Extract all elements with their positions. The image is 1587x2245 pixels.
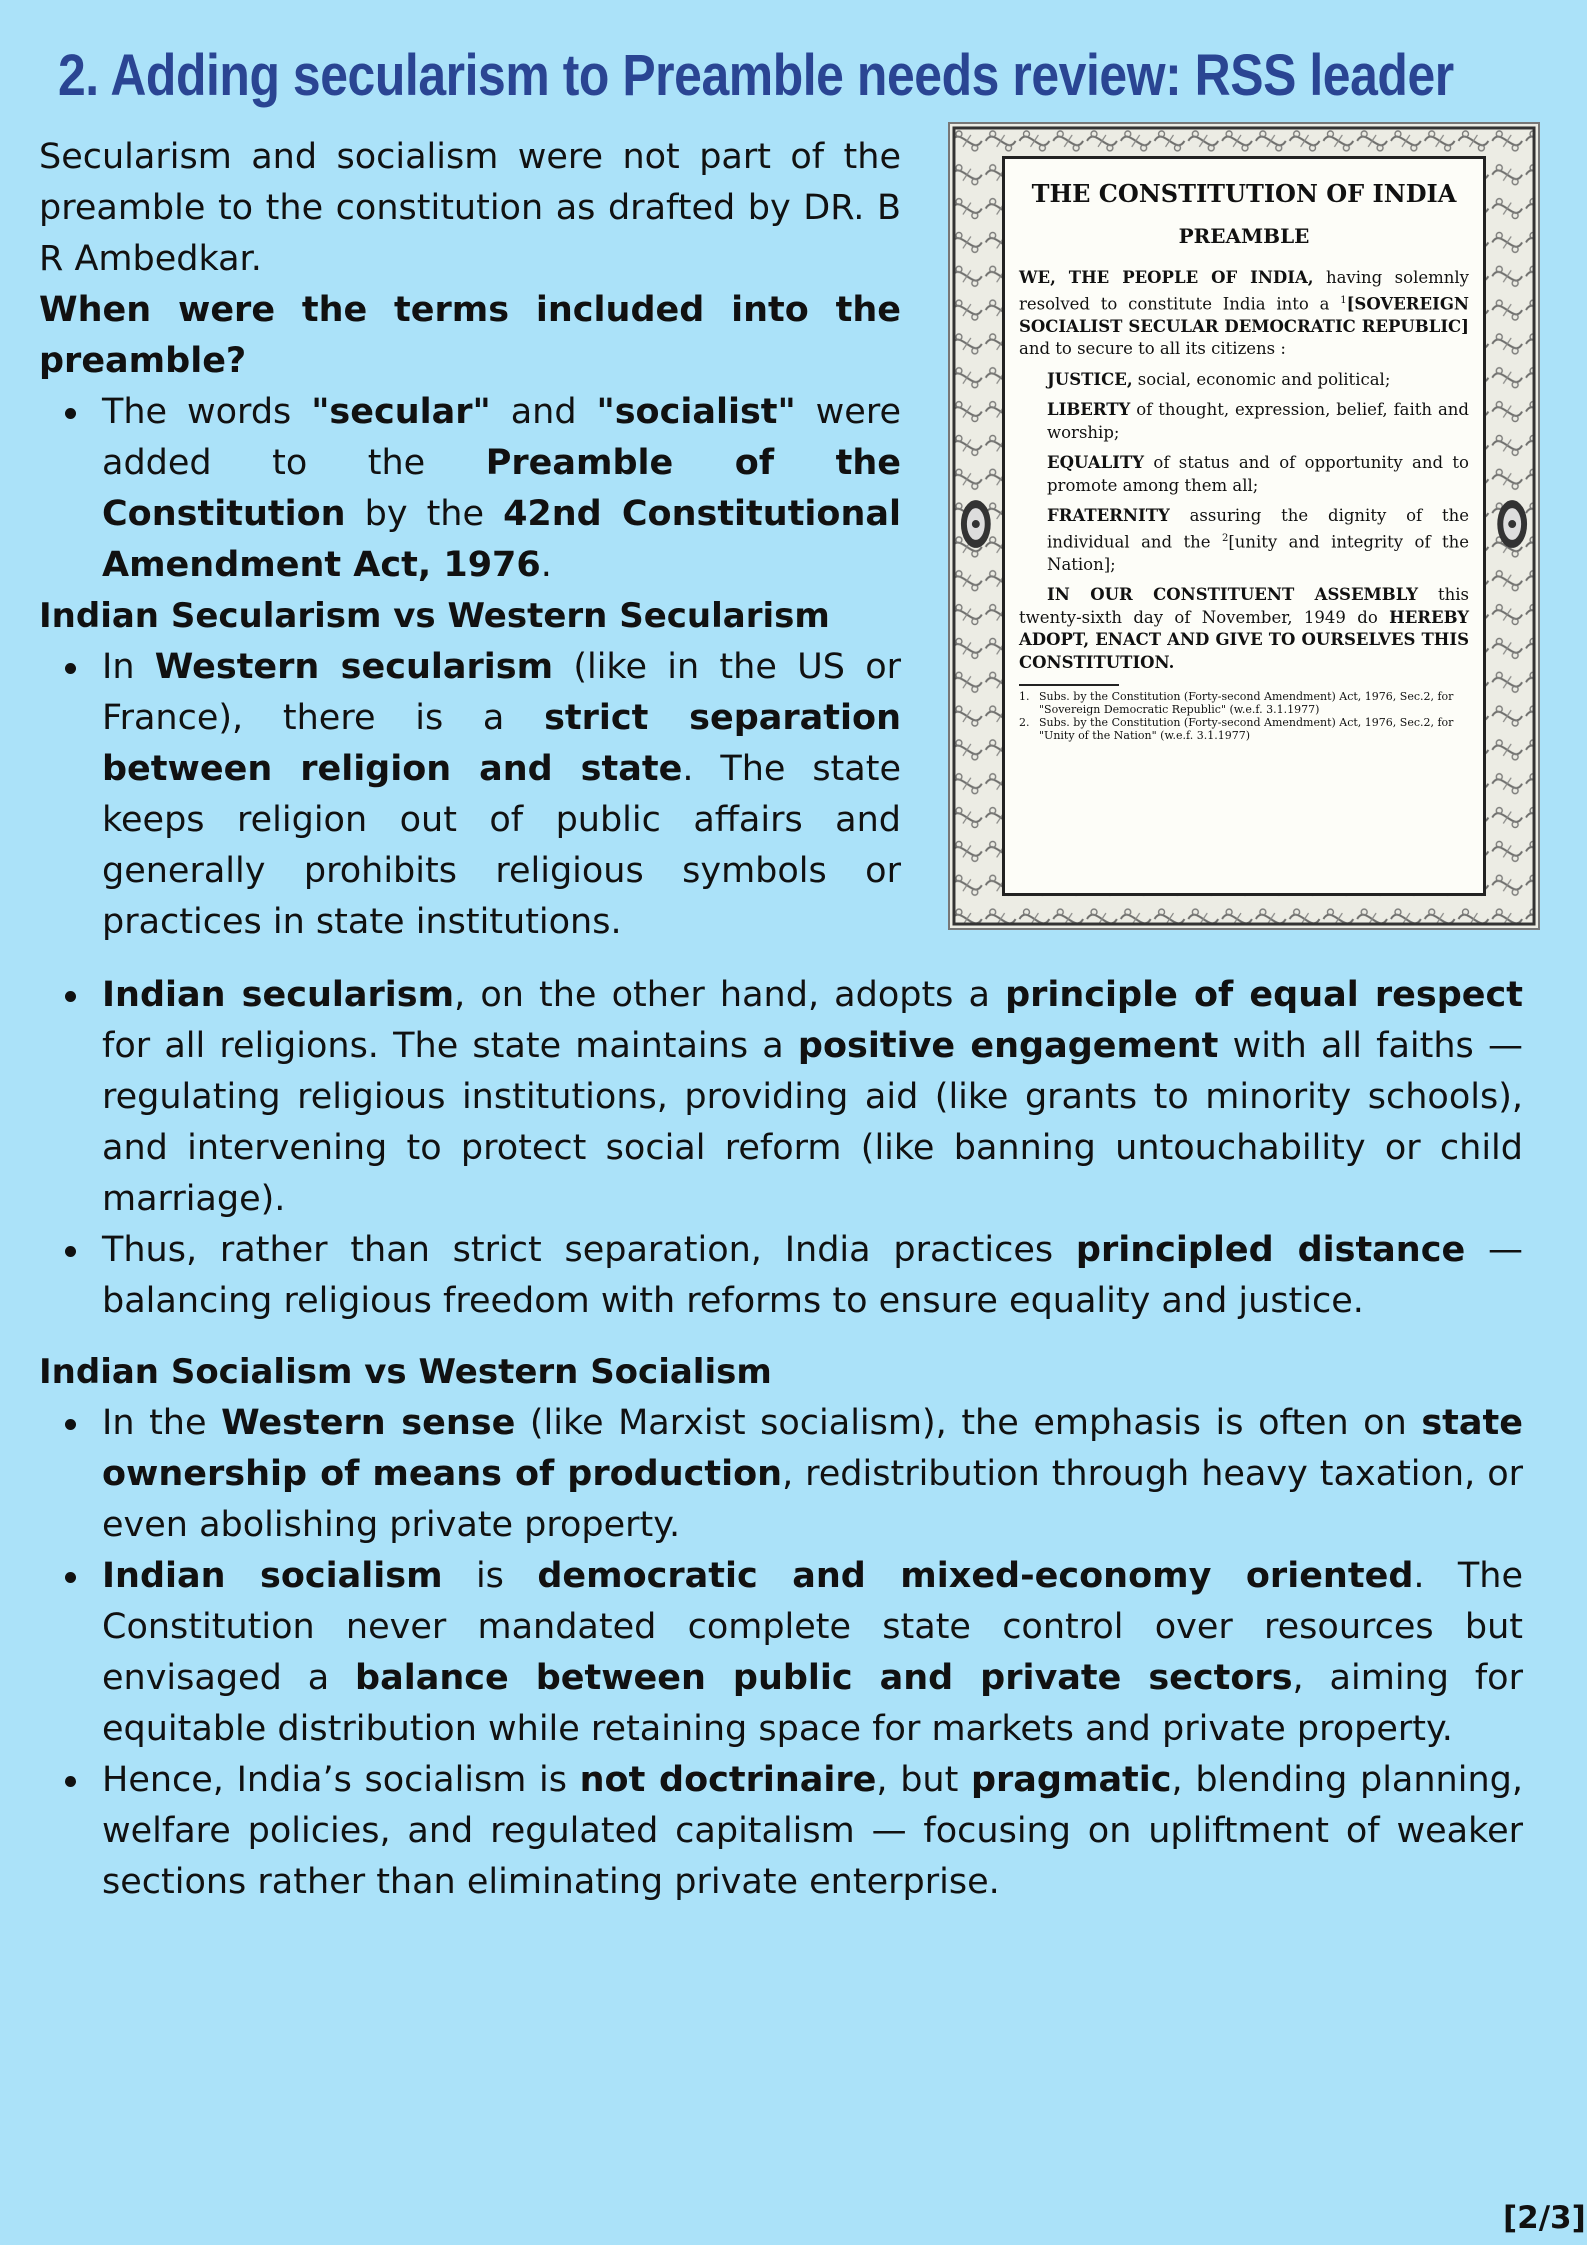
preamble-opening: WE, THE PEOPLE OF INDIA, having solemnly resolved to constitute India into a $^1$[SOVEREIGN SOCIALIST SECULAR DEMOCRATIC REPUBLIC] and to secure to all its citizens :	[1019, 268, 1469, 358]
preamble-liberty: LIBERTY of thought, expression, belief, faith and worship;	[1047, 400, 1469, 442]
footnote-divider	[1019, 684, 1119, 686]
socialism-heading: Indian Socialism vs Western Socialism	[39, 1352, 772, 1392]
secularism-list	[39, 642, 901, 948]
full-width-text	[39, 970, 1523, 1908]
list-item: Thus, rather than strict separation, India practices principled distance — balancing religious freedom with reforms to ensure equality and justice.	[102, 1225, 1523, 1327]
preamble-equality: EQUALITY of status and of opportunity and to promote among them all;	[1047, 453, 1469, 495]
page-number: [2/3]	[1503, 2200, 1586, 2236]
list-item: The words "secular" and "socialist" were added to the Preamble of the Constitution by the 42nd Constitutional Amendment Act, 1976.	[102, 387, 901, 591]
secularism-heading: Indian Secularism vs Western Secularism	[39, 596, 830, 636]
ashoka-chakra-left-icon	[961, 500, 991, 548]
preamble-title: THE CONSTITUTION OF INDIA	[1031, 179, 1457, 208]
preamble-fraternity: FRATERNITY assuring the dignity of the individual and the $^2$[unity and integrity of the Nation];	[1047, 506, 1469, 574]
socialism-list	[39, 1398, 1523, 1908]
left-text-column	[39, 132, 901, 948]
preamble-image	[948, 122, 1540, 930]
ashoka-chakra-right-icon	[1497, 500, 1527, 548]
list-item: In Western secularism (like in the US or France), there is a strict separation between religion and state. The state keeps religion out of public affairs and generally prohibits religious symbols or practices in state institutions.	[102, 642, 901, 948]
secularism-list-continued	[39, 970, 1523, 1327]
list-item: Hence, India’s socialism is not doctrinaire, but pragmatic, blending planning, welfare policies, and regulated capitalism — focusing on upliftment of weaker sections rather than eliminating private enterprise.	[102, 1755, 1523, 1908]
page-title: 2. Adding secularism to Preamble needs review: RSS leader	[58, 43, 1454, 108]
intro-paragraph: Secularism and socialism were not part of the preamble to the constitution as drafted by DR. B R Ambedkar.	[39, 137, 901, 279]
list-item: Indian secularism, on the other hand, adopts a principle of equal respect for all religions. The state maintains a positive engagement with all faiths — regulating religious institutions, providing aid (like grants to minority schools), and intervening to protect social reform (like banning untouchability or child marriage).	[102, 970, 1523, 1225]
list-item: Indian socialism is democratic and mixed-economy oriented. The Constitution never mandated complete state control over resources but envisaged a balance between public and private sectors, aiming for equitable distribution while retaining space for markets and private property.	[102, 1551, 1523, 1755]
question-heading: When were the terms included into the preamble?	[39, 290, 901, 381]
footnote-2: 2. Subs. by the Constitution (Forty-second Amendment) Act, 1976, Sec.2, for "Unity of the Nation" (w.e.f. 3.1.1977)	[1019, 716, 1454, 742]
preamble-assembly: IN OUR CONSTITUENT ASSEMBLY this twenty-sixth day of November, 1949 do HEREBY ADOPT, ENACT AND GIVE TO OURSELVES THIS CONSTITUTION.	[1019, 585, 1469, 672]
preamble-text-frame	[1002, 156, 1486, 896]
amendment-list	[39, 387, 901, 591]
preamble-subtitle: PREAMBLE	[1178, 224, 1310, 248]
preamble-justice: JUSTICE, social, economic and political;	[1047, 369, 1391, 389]
footnote-1: 1. Subs. by the Constitution (Forty-second Amendment) Act, 1976, Sec.2, for "Sovereign Democratic Republic" (w.e.f. 3.1.1977)	[1019, 690, 1454, 716]
list-item: In the Western sense (like Marxist socialism), the emphasis is often on state ownership of means of production, redistribution through heavy taxation, or even abolishing private property.	[102, 1398, 1523, 1551]
